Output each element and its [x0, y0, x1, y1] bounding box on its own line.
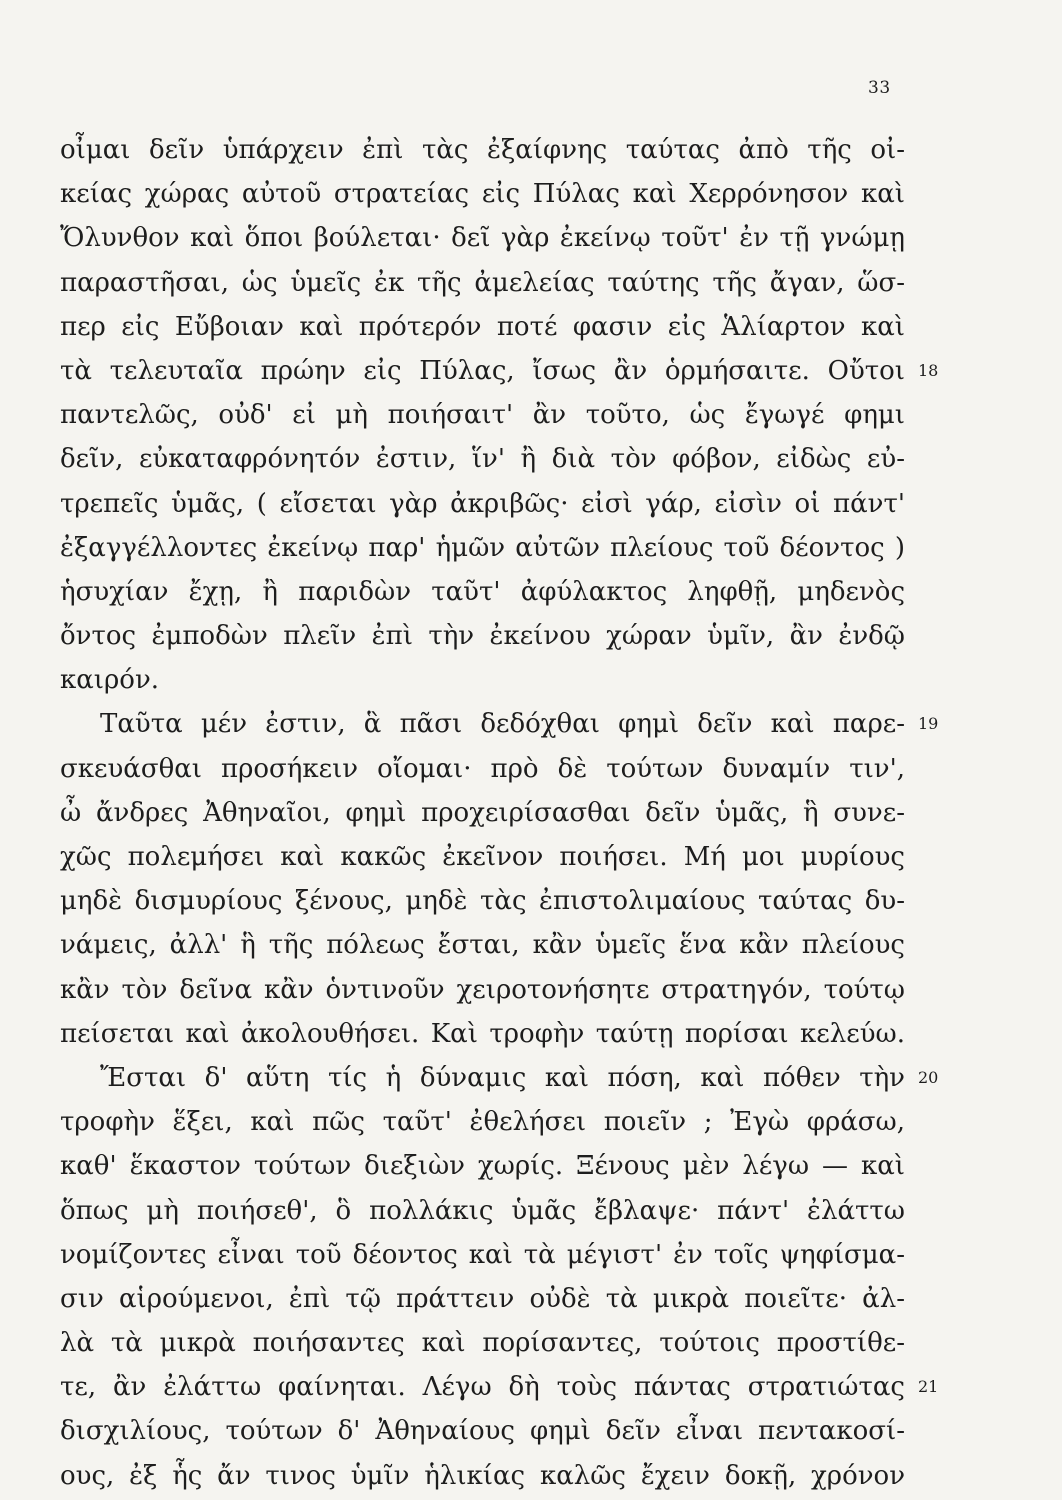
body-text: [60, 128, 939, 1498]
text-line-content: Ὄλυνθον καὶ ὅποι βούλεται· δεῖ γὰρ ἐκείνῳ τοῦτ' ἐν τῇ γνώμῃ: [60, 223, 905, 254]
text-line-content: ἐξαγγέλλοντες ἐκείνῳ παρ' ἡμῶν αὐτῶν πλείους τοῦ δέοντος ): [60, 532, 905, 563]
text-line: [60, 1277, 905, 1321]
text-line: [60, 1409, 905, 1453]
text-line: [60, 835, 905, 879]
text-line-content: σιν αἱρούμενοι, ἐπὶ τῷ πράττειν οὐδὲ τὰ μικρὰ ποιεῖτε· ἀλ-: [60, 1283, 905, 1314]
text-line: [60, 879, 905, 923]
text-line: [60, 526, 905, 570]
text-line: [60, 216, 905, 260]
text-line: [60, 437, 905, 481]
text-line: [60, 1365, 939, 1409]
text-line: [60, 614, 905, 658]
text-line-content: τε, ἂν ἐλάττω φαίνηται. Λέγω δὴ τοὺς πάντας στρατιώτας: [60, 1372, 905, 1403]
text-line: [60, 128, 905, 172]
text-line: [60, 658, 905, 702]
text-line: [60, 702, 939, 746]
text-line: [60, 747, 905, 791]
text-line-content: Ἔσται δ' αὕτη τίς ἡ δύναμις καὶ πόση, καὶ πόθεν τὴν: [100, 1062, 905, 1093]
text-line-content: ὅπως μὴ ποιήσεθ', ὃ πολλάκις ὑμᾶς ἔβλαψε· πάντ' ἐλάττω: [60, 1195, 905, 1226]
text-line-content: ὦ ἄνδρες Ἀθηναῖοι, φημὶ προχειρίσασθαι δεῖν ὑμᾶς, ἣ συνε-: [60, 797, 905, 828]
text-line-content: λὰ τὰ μικρὰ ποιήσαντες καὶ πορίσαντες, τούτοις προστίθε-: [60, 1328, 905, 1359]
text-line-content: ὄντος ἐμποδὼν πλεῖν ἐπὶ τὴν ἐκείνου χώραν ὑμῖν, ἂν ἐνδῷ: [60, 621, 905, 652]
text-line-content: κείας χώρας αὐτοῦ στρατείας εἰς Πύλας καὶ Χερρόνησον καὶ: [60, 179, 905, 210]
text-line: [60, 305, 905, 349]
section-number: 21: [918, 1377, 939, 1397]
text-line-content: οἶμαι δεῖν ὑπάρχειν ἐπὶ τὰς ἐξαίφνης ταύτας ἀπὸ τῆς οἰ-: [60, 135, 905, 165]
text-line: [60, 1056, 939, 1100]
text-line-content: περ εἰς Εὔβοιαν καὶ πρότερόν ποτέ φασιν εἰς Ἁλίαρτον καὶ: [60, 311, 905, 342]
text-line: [60, 1144, 905, 1188]
text-line-content: Ταῦτα μέν ἐστιν, ἃ πᾶσι δεδόχθαι φημὶ δεῖν καὶ παρε-: [100, 709, 905, 740]
text-line: [60, 261, 905, 305]
section-number: 20: [918, 1067, 939, 1087]
text-line: [60, 1012, 905, 1056]
text-line: [60, 923, 905, 967]
text-line-content: τὰ τελευταῖα πρώην εἰς Πύλας, ἴσως ἂν ὁρμήσαιτε. Οὔτοι: [60, 355, 905, 386]
page-number: 33: [868, 78, 891, 98]
text-line: [60, 1233, 905, 1277]
text-line: [60, 1454, 905, 1498]
text-line-content: καιρόν.: [60, 665, 160, 696]
text-line-content: τρεπεῖς ὑμᾶς, ( εἴσεται γὰρ ἀκριβῶς· εἰσὶ γάρ, εἰσὶν οἱ πάντ': [60, 488, 905, 519]
text-line-content: νάμεις, ἀλλ' ἣ τῆς πόλεως ἔσται, κἂν ὑμεῖς ἕνα κἂν πλείους: [60, 930, 905, 961]
text-line-content: ἡσυχίαν ἔχῃ, ἢ παριδὼν ταῦτ' ἀφύλακτος ληφθῇ, μηδενὸς: [60, 576, 905, 607]
section-number: 18: [918, 360, 939, 380]
text-line-content: πείσεται καὶ ἀκολουθήσει. Καὶ τροφὴν ταύτῃ πορίσαι κελεύω.: [60, 1018, 905, 1049]
text-line-content: μηδὲ δισμυρίους ξένους, μηδὲ τὰς ἐπιστολιμαίους ταύτας δυ-: [60, 886, 905, 917]
text-line: [60, 172, 905, 216]
text-line-content: κἂν τὸν δεῖνα κἂν ὁντινοῦν χειροτονήσητε στρατηγόν, τούτῳ: [60, 974, 905, 1005]
text-line-content: καθ' ἕκαστον τούτων διεξιὼν χωρίς. Ξένους μὲν λέγω — καὶ: [60, 1151, 905, 1182]
section-number: 19: [918, 714, 939, 734]
text-line-content: παντελῶς, οὐδ' εἰ μὴ ποιήσαιτ' ἂν τοῦτο, ὡς ἔγωγέ φημι: [60, 400, 905, 431]
text-line-content: δεῖν, εὐκαταφρόνητόν ἐστιν, ἵν' ἢ διὰ τὸν φόβον, εἰδὼς εὐ-: [60, 444, 905, 475]
text-line-content: τροφὴν ἕξει, καὶ πῶς ταῦτ' ἐθελήσει ποιεῖν ; Ἐγὼ φράσω,: [60, 1107, 905, 1138]
text-line-content: νομίζοντες εἶναι τοῦ δέοντος καὶ τὰ μέγιστ' ἐν τοῖς ψηφίσμα-: [60, 1239, 905, 1270]
text-line: [60, 482, 905, 526]
text-line-content: χῶς πολεμήσει καὶ κακῶς ἐκεῖνον ποιήσει. Μή μοι μυρίους: [60, 842, 905, 872]
text-line: [60, 570, 905, 614]
text-line-content: παραστῆσαι, ὡς ὑμεῖς ἐκ τῆς ἀμελείας ταύτης τῆς ἄγαν, ὥσ-: [60, 267, 905, 298]
text-line: [60, 791, 905, 835]
text-line-content: ους, ἐξ ἧς ἄν τινος ὑμῖν ἡλικίας καλῶς ἔχειν δοκῇ, χρόνον: [60, 1460, 905, 1491]
text-line-content: σκευάσθαι προσήκειν οἴομαι· πρὸ δὲ τούτων δυναμίν τιν',: [60, 753, 905, 784]
text-line: [60, 393, 905, 437]
text-line-content: δισχιλίους, τούτων δ' Ἀθηναίους φημὶ δεῖν εἶναι πεντακοσί-: [60, 1416, 905, 1447]
text-line: [60, 968, 905, 1012]
text-line: [60, 1189, 905, 1233]
text-line: [60, 1100, 905, 1144]
text-line: [60, 1321, 905, 1365]
text-line: [60, 349, 939, 393]
